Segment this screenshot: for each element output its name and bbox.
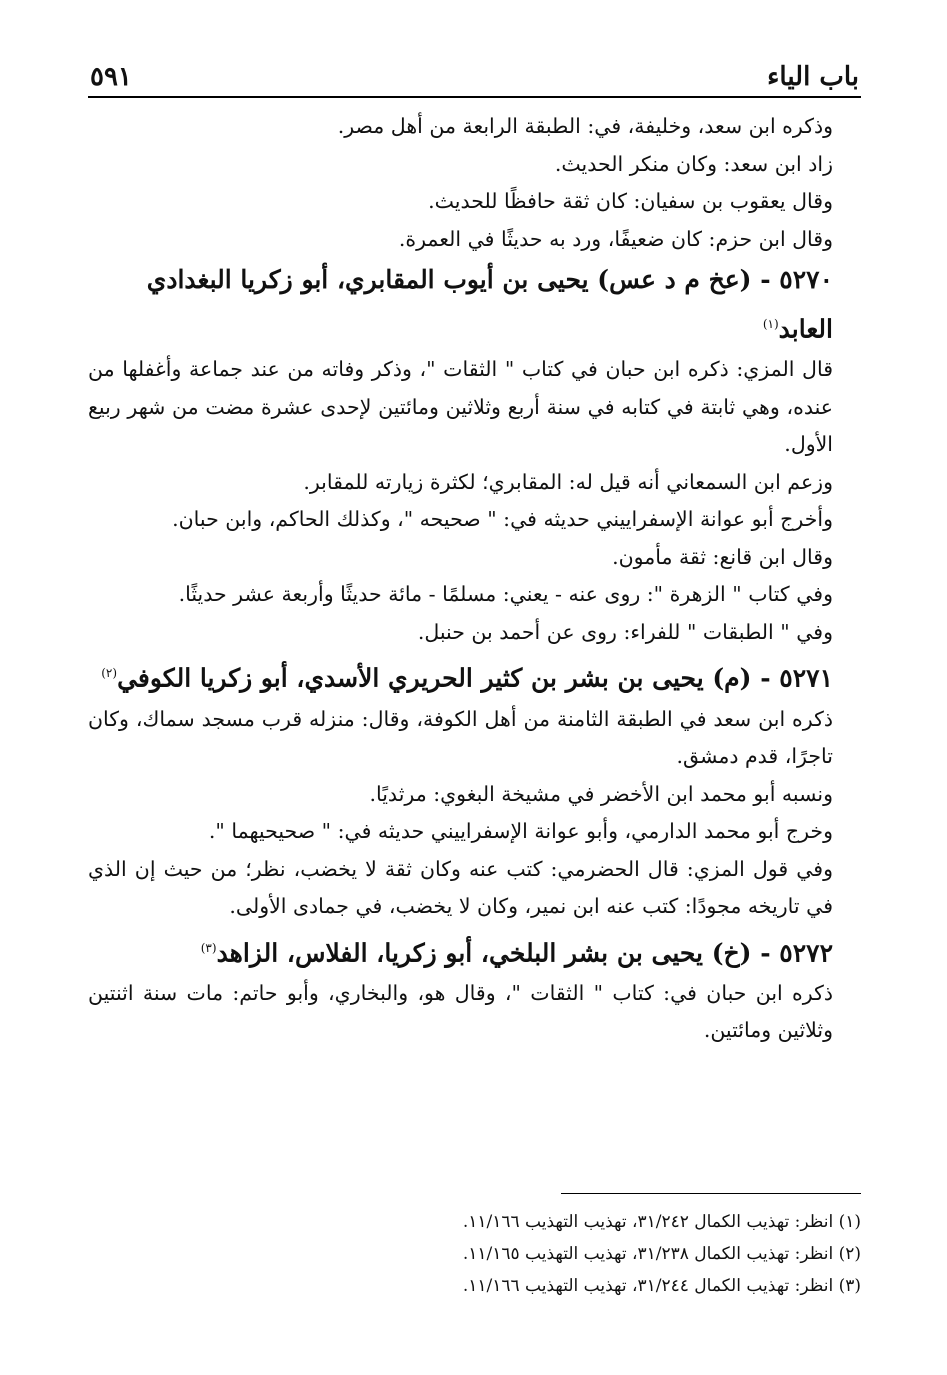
header-rule [88,96,861,98]
paragraph: وقال ابن قانع: ثقة مأمون. [612,544,833,569]
chapter-title: باب الياء [767,62,859,92]
footnote: (١) انظر: تهذيب الكمال ٣١/٢٤٢، تهذيب التهذيب ١١/١٦٦. [462,1212,861,1232]
footnote-ref: (٢) [101,666,118,681]
paragraph: وأخرج أبو عوانة الإسفراييني حديثه في: " صحيحه "، وكذلك الحاكم، وابن حبان. [172,507,833,532]
paragraph: ذكره ابن سعد في الطبقة الثامنة من أهل الكوفة، وقال: منزله قرب مسجد سماك، وكان تاجرًا، قدم دمشق. [88,706,833,769]
main-text [88,108,861,1050]
footnote-rule [561,1193,861,1194]
entry-title: ٥٢٧١ - (م) يحيى بن بشر بن كثير الحريري الأسدي، أبو زكريا الكوفي [117,663,833,693]
footnote-ref: (٣) [200,940,217,955]
page-number: ٥٩١ [90,62,132,92]
footnote-ref: (١) [762,317,779,331]
paragraph: وفي " الطبقات " للفراء: روى عن أحمد بن حنبل. [417,619,833,644]
text-line: وذكره ابن سعد، وخليفة، في: الطبقة الرابعة من أهل مصر. [337,114,833,138]
footnote: (٢) انظر: تهذيب الكمال ٣١/٢٣٨، تهذيب التهذيب ١١/١٦٥. [462,1244,861,1264]
paragraph: ذكره ابن حبان في: كتاب " الثقات "، وقال هو، والبخاري، وأبو حاتم: مات سنة اثنتين وثلاثين ومائتين. [88,980,833,1043]
running-header [90,52,859,92]
paragraph: وزعم ابن السمعاني أنه قيل له: المقابري؛ لكثرة زيارته للمقابر. [303,469,833,494]
footnotes [88,1206,861,1302]
paragraph: قال المزي: ذكره ابن حبان في كتاب " الثقات "، وذكر وفاته من عند جماعة وأغفلها من عنده، وهي ثابتة في كتابه في سنة أربع وثلاثين ومائتين لإحدى عشرة مضت من شهر ربيع الأول. [88,357,833,457]
entry-heading-5271 [88,651,861,700]
entry-heading-5272 [88,926,861,975]
paragraph: وفي قول المزي: قال الحضرمي: كتب عنه وكان ثقة لا يخضب، نظر؛ من حيث إن الذي في تاريخه مجودًا: كتب عنه ابن نمير، وكان لا يخضب، في جمادى الأولى. [88,856,833,919]
text-line: وقال يعقوب بن سفيان: كان ثقة حافظًا للحديث. [428,189,833,213]
paragraph: وفي كتاب " الزهرة ": روى عنه - يعني: مسلمًا - مائة حديثًا وأربعة عشر حديثًا. [178,582,833,607]
paragraph: وخرج أبو محمد الدارمي، وأبو عوانة الإسفراييني حديثه في: " صحيحيهما ". [208,819,833,844]
entry-heading-5270 [88,258,861,351]
entry-title: ٥٢٧٢ - (خ) يحيى بن بشر البلخي، أبو زكريا، الفلاس، الزاهد [216,937,833,967]
text-line: زاد ابن سعد: وكان منكر الحديث. [554,151,833,176]
text-line: وقال ابن حزم: كان ضعيفًا، ورد به حديثًا في العمرة. [398,226,833,251]
paragraph: ونسبه أبو محمد ابن الأخضر في مشيخة البغوي: مرثديًا. [369,781,833,806]
footnote: (٣) انظر: تهذيب الكمال ٣١/٢٤٤، تهذيب التهذيب ١١/١٦٦. [462,1276,861,1296]
entry-title: ٥٢٧٠ - (عخ م د عس) يحيى بن أيوب المقابري، أبو زكريا البغدادي العابد [146,265,833,344]
